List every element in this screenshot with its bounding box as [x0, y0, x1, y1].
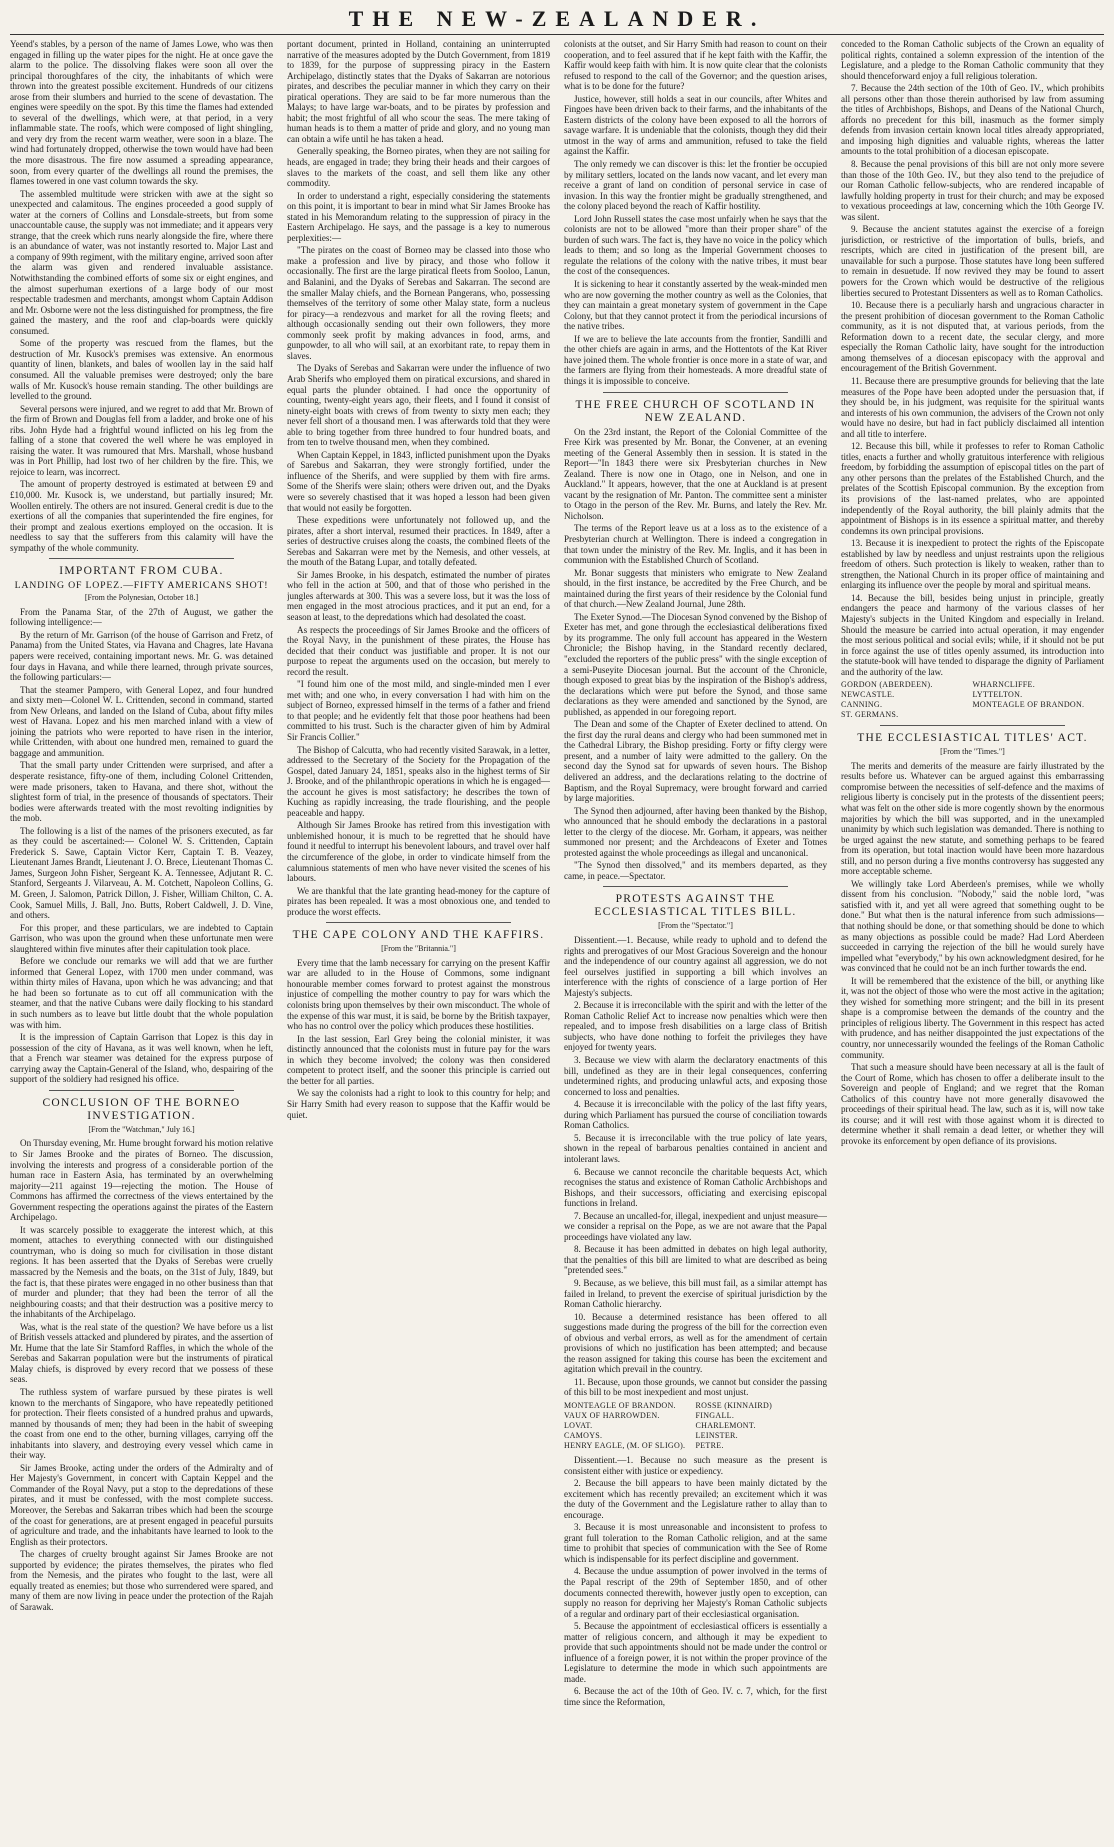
- signature: ROSSE (KINNAIRD): [695, 1400, 773, 1410]
- article-paragraph: 6. Because we cannot reconcile the charitable bequests Act, which recognises the status and existence of Roman Catholic Archbishops and Bishops, and their successors, officiating and exercising episcopal functions in Ireland.: [564, 1166, 827, 1209]
- article-paragraph: These expeditions were unfortunately not followed up, and the pirates, after a short interval, resumed their practices. In 1849, after a series of destructive cruises along the coasts, the combined fleets of the Serebas and Sakarran were met by the Nemesis, and other vessels, at the mouth of the Batang Lupar, and totally defeated.: [287, 515, 550, 568]
- article-paragraph: 2. Because the bill appears to have been mainly dictated by the excitement which has recently prevailed; an excitement which it was the duty of the Government and the Legislature rather to allay than to encourage.: [564, 1478, 827, 1520]
- signatures-right: [696, 1401, 828, 1451]
- section-divider: [326, 922, 510, 923]
- signature: FINGALL.: [695, 1410, 735, 1420]
- article-paragraph: Although Sir James Brooke has retired from this investigation with unblemished honour, it is much to be regretted that he should have found it needful to interrupt his benevolent labours, and travel over half the circumference of the globe, in order to vindicate himself from the calumnious statements of men who have never visited the scenes of his labours.: [287, 820, 550, 884]
- article-paragraph: 9. Because, as we believe, this bill must fail, as a similar attempt has failed in Ireland, to prevent the exercise of spiritual jurisdiction by the Roman Catholic hierarchy.: [564, 1277, 827, 1310]
- column-1: [10, 39, 273, 1839]
- article-paragraph: Sir James Brooke, acting under the orders of the Admiralty and of Her Majesty's Government, in concert with Captain Keppel and the Commander of the Royal Navy, put a stop to the depredations of these pirates, and it must be confessed, with the most complete success. Moreover, the Serebas and Sakarran tribes which had been the scourge of the coast for generations, are at present engaged in peaceful pursuits of agriculture and trade, and the inhabitants have learned to look to the English as their protectors.: [10, 1462, 273, 1547]
- article-paragraph: Every time that the lamb necessary for carrying on the present Kaffir war are alluded to in the House of Commons, some indignant honourable member comes forward to protest against the monstrous injustice of compelling the mother country to pay for wars which the colonists bring upon themselves by their own misconduct. The whole of the expense of this war must, it is said, be borne by the British taxpayer, who has no control over the policy which produces these hostilities.: [287, 957, 550, 1032]
- article-paragraph: 2. Because it is irreconcilable with the spirit and with the letter of the Roman Catholic Relief Act to increase now penalties which were then repealed, and to impose fresh disabilities on a large class of British subjects, who have done nothing to forfeit the privileges they have enjoyed for twenty years.: [564, 1000, 827, 1053]
- article-paragraph: 12. Because this bill, while it professes to refer to Roman Catholic titles, enacts a further and wholly gratuitous interference with religious freedom, by forbidding the assumption of episcopal titles on the part of any other persons than the prelates of the Established Church, and the prelates of the Scottish Episcopal communion. By the exception from its provisions of the last-named prelates, who are appointed independently of the Royal authority, the bill plainly admits that the appointment of Bishops is in its essence a spiritual matter, and thereby condemns its own principal provisions.: [841, 441, 1104, 536]
- article-paragraph: That the small party under Crittenden were surprised, and after a desperate resistance, fifty-one of them, including Colonel Crittenden, were made prisoners, taken to Havana, and there shot, without the slightest form of trial, in the presence of thousands of spectators. Their bodies were afterwards treated with the most revolting indignities by the mob.: [10, 760, 273, 824]
- article-paragraph: "I found him one of the most mild, and single-minded men I ever met with; and one who, in every conversation I had with him on the subject of Borneo, expressed himself in the terms of a father and friend to that people; and he evidently felt that those poor heathens had been committed to his trust. Such is the character given of him by Admiral Sir Francis Collier.": [287, 679, 550, 742]
- article-paragraph: Mr. Bonar suggests that ministers who emigrate to New Zealand should, in the first instance, be accredited by the Free Church, and be maintained during the first years of their residence by the Colonial fund of that church.—New Zealand Journal, June 28th.: [564, 567, 827, 610]
- signature: WHARNCLIFFE.: [972, 680, 1035, 690]
- article-paragraph: Lord John Russell states the case most unfairly when he says that the colonists are not to be allowed "more than their proper share" of the burden of such wars. The fact is, they have no voice in the policy which leads to them; and so long as the Imperial Government chooses to regulate the relations of the colony with the native tribes, it must bear the cost of the consequences.: [564, 213, 827, 277]
- signature: LOVAT.: [564, 1420, 593, 1430]
- article-paragraph: On Thursday evening, Mr. Hume brought forward his motion relative to Sir James Brooke and the pirates of Borneo. The discussion, involving the interests and progress of a considerable portion of the human race in Eastern Asia, has terminated by an overwhelming majority—211 against 19—rejecting the motion. The House of Commons has affirmed the correctness of the views entertained by the Government respecting the operations against the pirates of the Eastern Archipelago.: [10, 1138, 273, 1223]
- source-line: [From the "Times."]: [940, 747, 1005, 757]
- article-paragraph: The following is a list of the names of the prisoners executed, as far as they could be ascertained:— Colonel W. S. Crittenden, Captain Frederick S. Sawe, Captain Victor Kerr, Captain T. B. Veazey, Lieutenant James Brandt, Lieutenant J. O. Brece, Lieutenant Thomas C. James, Surgeon John Fisher, Sergeant K. A. Tennessee, Adjutant R. C. Stanford, Sergeants J. Vilarveau, A. M. Cotchett, Napoleon Collins, G. M. Green, J. Salomon, Patrick Dillon, J. Fisher, William Chilton, C. A. Cook, Samuel Mills, J. Ball, Jno. Butts, Robert Caldwell, J. D. Vine, and others.: [10, 825, 273, 921]
- article-paragraph: In order to understand a right, especially considering the statements on this point, it is important to bear in mind what Sir James Brooke has stated in his Memorandum relating to the suppression of piracy in the Eastern Archipelago. He says, and the passage is a key to numerous perplexities:—: [287, 190, 550, 243]
- article-paragraph: 7. Because an uncalled-for, illegal, inexpedient and unjust measure—we consider a reprisal on the Pope, as we are not aware that the Papal proceedings have violated any law.: [564, 1210, 827, 1242]
- article-paragraph: That the steamer Pampero, with General Lopez, and four hundred and sixty men—Colonel W. L. Crittenden, second in command, started from New Orleans, and landed on the Island of Cuba, about fifty miles west of Havana. Lopez and his men marched inland with a view of joining the patriots who were reported to have risen in the interior, while Crittenden, with about one hundred men, remained to guard the baggage and ammunition.: [10, 684, 273, 758]
- columns: [10, 39, 1104, 1839]
- signatures-block: [841, 680, 1104, 720]
- column-2: [287, 39, 550, 1839]
- subheadline-cuba: LANDING OF LOPEZ.—FIFTY AMERICANS SHOT!: [14, 580, 269, 592]
- article-paragraph: Dissentient.—1. Because, while ready to uphold and to defend the rights and prerogatives of our Most Gracious Sovereign and the honour and the independence of our country against all aggression, we do not feel ourselves justified in supporting a bill which involves an interference with the rights of conscience of a large portion of Her Majesty's subjects.: [564, 935, 827, 998]
- article-paragraph: The only remedy we can discover is this: let the frontier be occupied by military settlers, located on the lands now vacant, and let every man receive a grant of land on condition of personal service in case of invasion. In this way the frontier might be gradually strengthened, and the colony placed beyond the reach of Kaffir hostility.: [564, 159, 827, 212]
- article-paragraph: Justice, however, still holds a seat in our councils, after Whites and Fingoes have been driven back to their farms, and the inhabitants of the Eastern districts of the colony have been exposed to all the horrors of savage warfare. It is undeniable that the colonists, though they did their utmost in the way of arms and ammunition, refused to take the field against the Kaffir.: [564, 93, 827, 157]
- article-paragraph: Dissentient.—1. Because no such measure as the present is consistent either with justice or expediency.: [564, 1454, 827, 1476]
- article-paragraph: The Dyaks of Serebas and Sakarran were under the influence of two Arab Sherifs who employed them on piratical excursions, and shared in equal parts the plunder obtained. I had once the opportunity of counting, twenty-eight years ago, their fleets, and I found it consist of ninety-eight boats with crews of from twenty to sixty men each; they never fell short of a thousand men. I was afterwards told that they were able to bring together from three hundred to four hundred boats, and from ten to twelve thousand men, when they combined.: [287, 363, 550, 448]
- article-paragraph: portant document, printed in Holland, containing an uninterrupted narrative of the measures adopted by the Dutch Government, from 1819 to 1839, for the purpose of suppressing piracy in the Eastern Archipelago, distinctly states that the Dyaks of Sakarran are notorious pirates, and describes the peculiar manner in which they carry on their piratical operations. They are said to be far more numerous than the Malays; to have large war-boats, and to be pirates by profession and habit; the most frightful of all who scour the seas. The mere taking of human heads is to them a matter of pride and glory, and no young man can obtain a wife until he has taken a head.: [287, 39, 550, 144]
- article-paragraph: The ruthless system of warfare pursued by these pirates is well known to the merchants of Singapore, who have repeatedly petitioned for protection. Their fleets consisted of a hundred prahus and upwards, manned by thousands of men; they had been in the habit of sweeping the coast from one end to the other, burning villages, carrying off the inhabitants into slavery, and destroying every vessel which came in their way.: [10, 1386, 273, 1461]
- article-paragraph: Some of the property was rescued from the flames, but the destruction of Mr. Kusock's premises was extensive. An enormous quantity of linen, blankets, and bales of woollen lay in the said half consumed. All the valuable premises were destroyed; only the bare walls of Mr. Kusock's house remain standing. The other buildings are levelled to the ground.: [10, 338, 273, 402]
- article-paragraph: For this proper, and these particulars, we are indebted to Captain Garrison, who was upon the ground when these unfortunate men were slaughtered within five minutes after their capitulation took place.: [10, 922, 273, 954]
- signature: LYTTELTON.: [972, 690, 1023, 700]
- headline-ecclesiastical-titles-act: THE ECCLESIASTICAL TITLES' ACT.: [857, 732, 1088, 745]
- article-paragraph: The Dean and some of the Chapter of Exeter declined to attend. On the first day the rural deans and clergy who had been summoned met in the Cathedral Library, the Bishop presiding. Forty or fifty clergy were present, and a number of laity were admitted to the gallery. On the second day the Synod sat for upwards of seven hours. The Bishop delivered an address, and the declarations relating to the doctrine of Baptism, and the Royal Supremacy, were brought forward and carried by large majorities.: [564, 719, 827, 804]
- article-paragraph: The Exeter Synod.—The Diocesan Synod convened by the Bishop of Exeter has met, and gone through the ecclesiastical deliberations fixed by its programme. The only full account has appeared in the Western Chronicle; the Bishop having, in the Standard recently declared, "excluded the reporters of the public press" with the single exception of a semi-Puseyite Diocesan journal. But the account of the Chronicle, though exposed to great bias by the inspiration of the Bishop's address, the declarations which were put before the Synod, and those same declarations as they were amended and sanctioned by the Synod, are published, as appended in our foregoing report.: [564, 611, 827, 717]
- article-paragraph: It is sickening to hear it constantly asserted by the weak-minded men who are now governing the mother country as well as the Colonies, that they can maintain a great monetary system of government in the Cape Colony, but that they cannot protect it from the periodical incursions of the native tribes.: [564, 279, 827, 332]
- masthead-rule: [10, 34, 1104, 35]
- article-paragraph: The assembled multitude were stricken with awe at the sight so unexpected and calamitous. The engines proceeded a good supply of water at the corners of Collins and Lonsdale-streets, but from some unaccountable cause, the supply was not immediate; and it appears very strange, that the creek which runs nearly alongside the fire, where there is an abundance of water, was not instantly resorted to. Major Last and a company of 99th regiment, with the military engine, arrived soon after the alarm was given and rendered invaluable assistance. Notwithstanding the combined efforts of some six or eight engines, and the almost superhuman exertions of a large body of our most respectable tradesmen and merchants, amongst whom Captain Addison and Mr. Osborne were not the less distinguished for promptness, the fire gained the mastery, and the roof and clap-boards were quickly consumed.: [10, 188, 273, 336]
- article-paragraph: 9. Because the ancient statutes against the exercise of a foreign jurisdiction, or restrictive of the importation of bulls, briefs, and rescripts, which are cited in justification of the present bill, are unavailable for such a purpose. Those statutes have long been suffered to remain in desuetude. If now revived they may be found to assert powers for the Crown which would be destructive of the religious liberties secured to Protestant Dissenters as well as to Roman Catholics.: [841, 224, 1104, 298]
- headline-cuba: IMPORTANT FROM CUBA.: [59, 565, 224, 578]
- article-paragraph: We are thankful that the late granting head-money for the capture of pirates has been repealed. It was a most obnoxious one, and tended to produce the worst effects.: [287, 885, 550, 917]
- article-paragraph: The amount of property destroyed is estimated at between £9 and £10,000. Mr. Kusock is, we understand, but partially insured; Mr. Woollen entirely. The others are not insured. General credit is due to the exertions of all the companies that superintended the fire engines, for their prompt and zealous exertions employed on the occasion. It is needless to say that the sufferers from this calamity will have the sympathy of the whole community.: [10, 479, 273, 553]
- headline-free-church: THE FREE CHURCH OF SCOTLAND IN NEW ZEALAND.: [575, 398, 816, 424]
- signatures-right: [973, 680, 1105, 720]
- signature: LEINSTER.: [695, 1430, 738, 1440]
- signatures-block: [564, 1401, 827, 1451]
- column-3: [564, 39, 827, 1839]
- article-paragraph: "The pirates on the coast of Borneo may be classed into those who make a profession and live by piracy, and those who follow it occasionally. The first are the large piratical fleets from Sooloo, Lanun, and Balanini, and the Dyaks of Serebas and Sakarran. The second are the smaller Malay chiefs, and the Bornean Pangerans, who, possessing themselves of the territory of some other Malay state, form a nucleus for piracy—a rendezvous and market for all the roving fleets; and although occasionally sending out their own followers, they more commonly seek profit by making advances in food, arms, and gunpowder, to all who will sail, at an exorbitant rate, to repay them in slaves.: [287, 245, 550, 361]
- article-paragraph: On the 23rd instant, the Report of the Colonial Committee of the Free Kirk was presented by Mr. Bonar, the Convener, at an evening meeting of the General Assembly then in session. It is stated in the Report—"In 1843 there were six Presbyterian churches in New Zealand. There is now one in Otago, one in Nelson, and one in Auckland." It appears, however, that the one at Auckland is at present vacant by the resignation of Mr. Panton. The committee sent a minister to Otago in the person of the Rev. Mr. Burns, and lately the Rev. Mr. Nicholson.: [564, 426, 827, 521]
- article-paragraph: 5. Because the appointment of ecclesiastical officers is essentially a matter of religious concern, and although it may be expedient to provide that such appointments should not be made under the control or influence of a foreign power, it is not within the proper province of the Legislature to determine the mode in which such appointments are made.: [564, 1621, 827, 1684]
- article-paragraph: If we are to believe the late accounts from the frontier, Sandilli and the other chiefs are again in arms, and the Hottentots of the Kat River have joined them. The whole frontier is once more in a state of war, and the farmers are flying from their homesteads. A more dreadful state of things it is impossible to conceive.: [564, 333, 827, 386]
- article-paragraph: From the Panama Star, of the 27th of August, we gather the following intelligence:—: [10, 606, 273, 628]
- signature: MONTEAGLE OF BRANDON.: [564, 1400, 676, 1410]
- source-line: [From the "Britannia."]: [381, 944, 456, 954]
- article-paragraph: 3. Because we view with alarm the declaratory enactments of this bill, undefined as they are in their legal consequences, conferring undetermined rights, and producing unlawful acts, and exposing those concerned to loss and penalties.: [564, 1055, 827, 1097]
- signature: CAMOYS.: [564, 1430, 603, 1440]
- source-line: [From the "Watchman," July 16.]: [88, 1124, 195, 1134]
- column-4: [841, 39, 1104, 1839]
- article-paragraph: The merits and demerits of the measure are fairly illustrated by the results before us. Whatever can be argued against this embarrassing compromise between the necessities of self-defence and the maxims of religious liberty is concisely put in the protests of the dissentient peers; what was felt on the other side is more cogently shown by the enormous majorities by which the bill was supported, and in the unexampled unanimity by which such legislation was demanded. There is nothing to be urged against the new statute, and something perhaps to be feared from its operation, but total inaction would have been more hazardous still, and no person during a five months controversy has suggested any more acceptable scheme.: [841, 760, 1104, 877]
- article-paragraph: As respects the proceedings of Sir James Brooke and the officers of the Royal Navy, in the punishment of these pirates, the House has decided that their conduct was justifiable and proper. It is not our purpose to repeat the arguments used on the occasion, but merely to record the result.: [287, 624, 550, 677]
- article-paragraph: Generally speaking, the Borneo pirates, when they are not sailing for heads, are engaged in trade; they bring their heads and their cargoes of slaves to the markets of the coast, and sell them like any other commodity.: [287, 146, 550, 189]
- article-paragraph: 3. Because it is most unreasonable and inconsistent to profess to grant full toleration to the Roman Catholic religion, and at the same time to prohibit that species of communication with the See of Rome which is indispensable for its perfect discipline and government.: [564, 1522, 827, 1564]
- article-paragraph: It is the impression of Captain Garrison that Lopez is this day in possession of the city of Havana, as it was well known, when he left, that a French war steamer was detained for the express purpose of carrying away the Captain-General of the Island, who, despairing of the support of the soldiery had resigned his office.: [10, 1032, 273, 1085]
- headline-borneo: CONCLUSION OF THE BORNEO INVESTIGATION.: [42, 1096, 241, 1122]
- signature: MONTEAGLE OF BRANDON.: [972, 700, 1085, 710]
- signature: CHARLEMONT.: [695, 1420, 756, 1430]
- article-paragraph: 10. Because a determined resistance has been offered to all suggestions made during the progress of the bill for the correction even of obvious and verbal errors, as well as for the amendment of certain provisions of which no justification has been attempted; and because the reason assigned for taking this course has been the excitement and agitation which prevail in the country.: [564, 1311, 827, 1375]
- headline-cape-colony: THE CAPE COLONY AND THE KAFFIRS.: [292, 929, 545, 942]
- article-paragraph: The Bishop of Calcutta, who had recently visited Sarawak, in a letter, addressed to the Secretary of the Society for the Propagation of the Gospel, dated January 24, 1851, speaks also in the highest terms of Sir J. Brooke, and of the philanthropic operations in which he is engaged—the account he gives is most satisfactory; he describes the town of Kuching as rapidly increasing, the trade flourishing, and the people peaceable and happy.: [287, 744, 550, 818]
- article-paragraph: In the last session, Earl Grey being the colonial minister, it was distinctly announced that the colonists must in future pay for the wars in which they become involved; the colony was then considered competent to protect itself, and the sooner this principle is carried out the better for all parties.: [287, 1033, 550, 1086]
- signature: HENRY EAGLE, (M. OF SLIGO).: [564, 1440, 686, 1450]
- signature: ST. GERMANS.: [841, 710, 899, 720]
- source-line: [From the "Spectator."]: [658, 921, 733, 931]
- section-divider: [49, 1090, 233, 1091]
- signature: GORDON (ABERDEEN).: [841, 680, 933, 690]
- section-divider: [49, 558, 233, 559]
- article-paragraph: We willingly take Lord Aberdeen's premises, while we wholly dissent from his conclusion. "Nobody," said the noble lord, "was satisfied with it, and yet all were agreed that something ought to be done." But what then is the natural inference from such admissions—that nothing should be done, or that something should be done to which as many objections as possible could be made? Had Lord Aberdeen succeeded in carrying the rejection of the bill he would surely have impelled what "everybody," by his own acknowledgment desired, for he was convinced that he could not be an inch further towards the end.: [841, 878, 1104, 974]
- article-paragraph: 11. Because, upon those grounds, we cannot but consider the passing of this bill to be most inexpedient and most unjust.: [564, 1376, 827, 1398]
- article-paragraph: The Synod then adjourned, after having been thanked by the Bishop, who announced that he should embody the declarations in a pastoral letter to the clergy of the diocese. Mr. Gorham, it appears, was neither summoned nor present; and the Archdeacons of Exeter and Totnes protested against the whole proceedings as illegal and uncanonical.: [564, 805, 827, 858]
- source-line: [From the Polynesian, October 18.]: [84, 593, 199, 603]
- article-paragraph: Sir James Brooke, in his despatch, estimated the number of pirates who fell in the action at 500, and that of those who perished in the jungles afterwards at 300. This was a severe loss, but it was the loss of men engaged in the most atrocious practices, and it put an end, for a season at least, to the depredations which had desolated the coast.: [287, 569, 550, 622]
- signature: PETRE.: [695, 1440, 724, 1450]
- article-paragraph: It will be remembered that the existence of the bill, or anything like it, was not the object of those who were the most active in the agitation; they wished for something more stringent; and the bill in its present shape is a compromise between the demands of the country and the principles of religious liberty. The Government in this respect has acted with prudence, and has neither disappointed the just expectations of the country, nor unnecessarily wounded the feelings of the Roman Catholic community.: [841, 975, 1104, 1060]
- article-paragraph: 6. Because the act of the 10th of Geo. IV. c. 7, which, for the first time since the Reformation,: [564, 1686, 827, 1708]
- article-paragraph: 8. Because it has been admitted in debates on high legal authority, that the penalties of this bill are limited to what are described as being "pretended sees.": [564, 1244, 827, 1276]
- article-paragraph: 8. Because the penal provisions of this bill are not only more severe than those of the 10th Geo. IV., but they also tend to the prejudice of our Roman Catholic fellow-subjects, who are rendered incapable of lawfully holding property in trust for their church; and may be exposed to vexatious proceedings at law, concerning which the 10th George IV. was silent.: [841, 159, 1104, 222]
- article-paragraph: The charges of cruelty brought against Sir James Brooke are not supported by evidence; the pirates themselves, the pirates who fled from the Nemesis, and the pirates who fought to the last, were all equally treated as enemies; but those who surrendered were spared, and many of them are now living in peace under the protection of the Rajah of Sarawak.: [10, 1549, 273, 1612]
- headline-protests: PROTESTS AGAINST THE ECCLESIASTICAL TITLES BILL.: [594, 893, 797, 919]
- article-paragraph: Several persons were injured, and we regret to add that Mr. Brown of the firm of Brown and Douglas fell from a ladder, and broke one of his ribs. John Hyde had a frightful wound inflicted on his leg from the falling of a stone that covered the well where he was employed in raising the water. It was rumoured that Mrs. Marshall, whose husband was in Port Phillip, had lost two of her children by the fire. This, we rejoice to learn, was incorrect.: [10, 403, 273, 477]
- signatures-left: [841, 680, 973, 720]
- article-paragraph: 13. Because it is inexpedient to protect the rights of the Episcopate established by law by needless and unjust restraints upon the religious freedom of others. Such protection is likely to weaken, rather than to strengthen, the National Church in its proper office of maintaining and enlarging its influence over the people by moral and spiritual means.: [841, 538, 1104, 591]
- article-paragraph: 14. Because the bill, besides being unjust in principle, greatly endangers the peace and harmony of the various classes of her Majesty's subjects in the United Kingdom and especially in Ireland. Should the measure be carried into actual operation, it may engender the most serious political and social evils; while, if it should not be put in force against the use of titles openly assumed, its introduction into the statute-book will have tended to disparage the dignity of Parliament and the authority of the law.: [841, 592, 1104, 677]
- article-paragraph: conceded to the Roman Catholic subjects of the Crown an equality of political rights, contained a solemn expression of the intention of the Legislature, and a pledge to the Roman Catholic community that they should thenceforward enjoy a full religious toleration.: [841, 39, 1104, 81]
- article-paragraph: 11. Because there are presumptive grounds for believing that the late measures of the Pope have been adopted under the persuasion that, if they should be, in his judgment, was requisite for the spiritual wants and interests of his own communion, the advisers of the Crown not only would have no desire, but had in fact publicly disclaimed all intention and all title to interfere.: [841, 375, 1104, 439]
- article-paragraph: Before we conclude our remarks we will add that we are further informed that General Lopez, with 1700 men under command, was within thirty miles of Havana, upon which he was advancing; and that he had been so fortunate as to cut off all communication with the steamer, and that the native Cubans were daily flocking to his standard in such numbers as to leave but little doubt that the whole population was with him.: [10, 956, 273, 1030]
- article-paragraph: By the return of Mr. Garrison (of the house of Garrison and Fretz, of Panama) from the United States, via Havana and Chagres, late Havana papers were received, containing important news. Mr. G. was detained four days in Havana, and while there learned, through private sources, the following particulars:—: [10, 629, 273, 683]
- article-paragraph: When Captain Keppel, in 1843, inflicted punishment upon the Dyaks of Sarebus and Sakarran, they were strongly fortified, under the influence of the Sherifs, and were supplied by them with fire arms. Some of the Sherifs were slain; others were driven out, and the Dyaks were so severely chastised that it was hoped a lesson had been given that would not easily be forgotten.: [287, 449, 550, 513]
- article-paragraph: 7. Because the 24th section of the 10th of Geo. IV., which prohibits all persons other than those therein authorised by law from assuming the titles of Archbishops, Bishops, and Deans of the National Church, affords no precedent for this bill, inasmuch as the former simply defends from invasion certain known local titles already appropriated, and imposing high dignities and valuable rights, whereas the latter amounts to the total prohibition of a diocesan episcopate.: [841, 83, 1104, 157]
- article-paragraph: Yeend's stables, by a person of the name of James Lowe, who was then engaged in filling up the water pipes for the night. He at once gave the alarm to the police. The dissolving flakes were soon all over the principal thoroughfares of the city, the inhabitants of which were thrown into the greatest possible excitement. Hundreds of our citizens arose from their slumbers and hurried to the scene of devastation. The engines were speedily on the spot. By this time the flames had extended to several of the dwellings, which were, at that period, in a very inflammable state. The roofs, which were composed of light shingling, and very dry from the recent warm weather, were soon in a blaze. The wind had fortunately dropped, otherwise the town would have had been the more disastrous. The fire now assumed a spreading appearance, soon, from every quarter of the dwellings all round the premises, the flames towered in one vast column towards the sky.: [10, 39, 273, 187]
- signature: CANNING.: [841, 700, 883, 710]
- article-paragraph: The terms of the Report leave us at a loss as to the existence of a Presbyterian church at Wellington. There is indeed a congregation in that town under the ministry of the Rev. Mr. Inglis, and it has been in communion with the Established Church of Scotland.: [564, 523, 827, 566]
- section-divider: [880, 725, 1064, 726]
- article-paragraph: 5. Because it is irreconcilable with the true policy of late years, shown in the repeal of barbarous penalties contained in ancient and intolerant laws.: [564, 1132, 827, 1164]
- section-divider: [603, 392, 787, 393]
- article-paragraph: Was, what is the real state of the question? We have before us a list of British vessels attacked and plundered by pirates, and the assertion of Mr. Hume that the late Sir Stamford Raffles, in which the whole of the Serebas and Sakarran population were but the instruments of piratical Malay chiefs, is disproved by every record that we possess of these seas.: [10, 1321, 273, 1385]
- masthead: THE NEW-ZEALANDER.: [348, 6, 766, 31]
- signature: VAUX OF HARROWDEN.: [564, 1410, 660, 1420]
- article-paragraph: "The Synod then dissolved," and its members departed, as they came, in peace.—Spectator.: [564, 860, 827, 881]
- signatures-left: [564, 1401, 696, 1451]
- article-paragraph: colonists at the outset, and Sir Harry Smith had reason to count on their cooperation, and to feel assured that if he kept faith with the Kaffir, the Kaffir would keep faith with him. It is now quite clear that the colonists refused to respond to the call of the Governor; and the question arises, what is to be done for the future?: [564, 39, 827, 92]
- article-paragraph: That such a measure should have been necessary at all is the fault of the Court of Rome, which has chosen to offer a deliberate insult to the Sovereign and people of England; and we regret that the Roman Catholics of this country have not more generally disavowed the proceedings of their spiritual head. The law, such as it is, will now take its course; and it will rest with those against whom it is directed to determine whether it shall remain a dead letter, or whether they will provoke its enforcement by open defiance of its provisions.: [841, 1062, 1104, 1146]
- article-paragraph: 4. Because it is irreconcilable with the policy of the last fifty years, during which Parliament has pursued the course of conciliation towards Roman Catholics.: [564, 1099, 827, 1131]
- signature: NEWCASTLE.: [841, 690, 895, 700]
- article-paragraph: We say the colonists had a right to look to this country for help; and Sir Harry Smith had every reason to suppose that the Kaffir would be quiet.: [287, 1088, 550, 1120]
- article-paragraph: 10. Because there is a peculiarly harsh and ungracious character in the present prohibition of diocesan government to the Roman Catholic community, as it is not disputed that, at various periods, from the Reformation down to a recent date, the secular clergy, and more especially the Roman Catholic laity, have sought for the introduction among themselves of a diocesan episcopacy with the approval and encouragement of the British Government.: [841, 300, 1104, 374]
- article-paragraph: 4. Because the undue assumption of power involved in the terms of the Papal rescript of the 29th of September 1850, and of other documents connected therewith, however justly open to exception, can supply no reason for depriving her Majesty's Roman Catholic subjects of a regular and ordinary part of their ecclesiastical organisation.: [564, 1566, 827, 1619]
- article-paragraph: It was scarcely possible to exaggerate the interest which, at this moment, attaches to everything connected with our distinguished countryman, who is doing so much for civilisation in those distant regions. It has been asserted that the Dyaks of Serebas were cruelly massacred by the Nemesis and the boats, on the 31st of July, 1849, but the fact is, that these pirates were engaged in no other business than that of murder and plunder; that they had been the terror of all the neighbouring coasts; and that their destruction was a positive mercy to the inhabitants of the Archipelago.: [10, 1224, 273, 1320]
- section-divider: [603, 886, 787, 887]
